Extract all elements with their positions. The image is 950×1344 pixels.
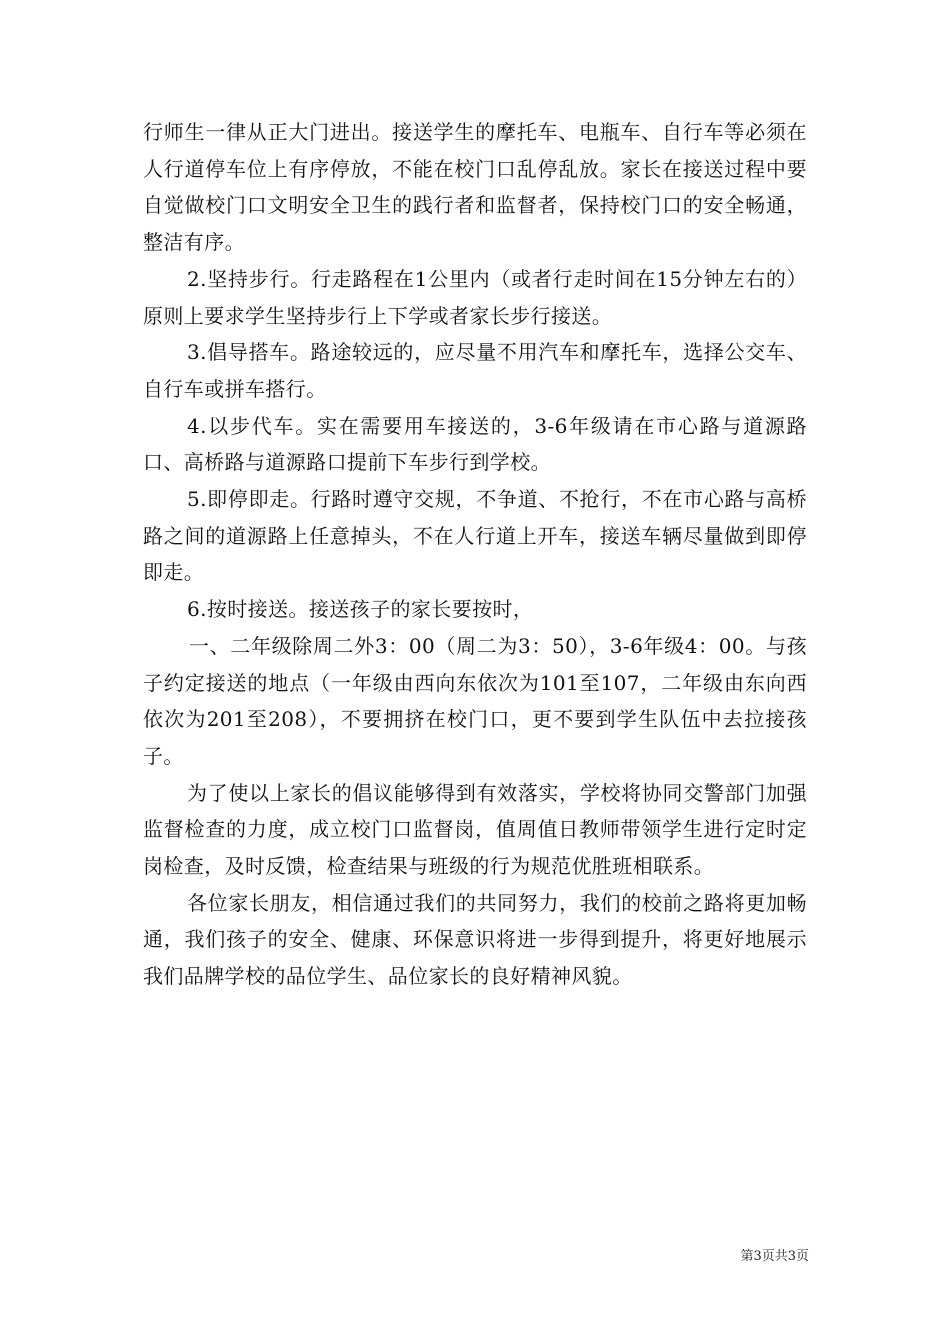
page-number: 第3页共3页 bbox=[740, 1249, 809, 1264]
paragraph-item-4: 4.以步代车。实在需要用车接送的，3-6年级请在市心路与道源路口、高桥路与道源路口提前下车步行到学校。 bbox=[143, 413, 807, 475]
paragraph-item-6-continuation: 一、二年级除周二外3：00（周二为3：50），3-6年级4：00。与孩子约定接送的地点（一年级由西向东依次为101至107，二年级由东向西依次为201至208），不要拥挤在校门口，更不要到学生队伍中去拉接孩子。 bbox=[143, 633, 807, 768]
document-body bbox=[143, 114, 807, 995]
paragraph-item-3: 3.倡导搭车。路途较远的，应尽量不用汽车和摩托车，选择公交车、自行车或拼车搭行。 bbox=[143, 340, 807, 401]
paragraph-supervision: 为了使以上家长的倡议能够得到有效落实，学校将协同交警部门加强监督检查的力度，成立校门口监督岗，值周值日教师带领学生进行定时定岗检查，及时反馈，检查结果与班级的行为规范优胜班相联系。 bbox=[143, 780, 807, 879]
paragraph-closing: 各位家长朋友，相信通过我们的共同努力，我们的校前之路将更加畅通，我们孩子的安全、健康、环保意识将进一步得到提升，将更好地展示我们品牌学校的品位学生、品位家长的良好精神风貌。 bbox=[143, 890, 807, 989]
paragraph-continuation: 行师生一律从正大门进出。接送学生的摩托车、电瓶车、自行车等必须在人行道停车位上有序停放，不能在校门口乱停乱放。家长在接送过程中要自觉做校门口文明安全卫生的践行者和监督者，保持校门口的安全畅通，整洁有序。 bbox=[143, 120, 807, 255]
paragraph-item-6: 6.按时接送。接送孩子的家长要按时， bbox=[187, 597, 534, 622]
paragraph-item-2: 2.坚持步行。行走路程在1公里内（或者行走时间在15分钟左右的）原则上要求学生坚持步行上下学或者家长步行接送。 bbox=[143, 266, 807, 328]
paragraph-item-5: 5.即停即走。行路时遵守交规，不争道、不抢行，不在市心路与高桥路之间的道源路上任意掉头，不在人行道上开车，接送车辆尽量做到即停即走。 bbox=[143, 487, 807, 585]
